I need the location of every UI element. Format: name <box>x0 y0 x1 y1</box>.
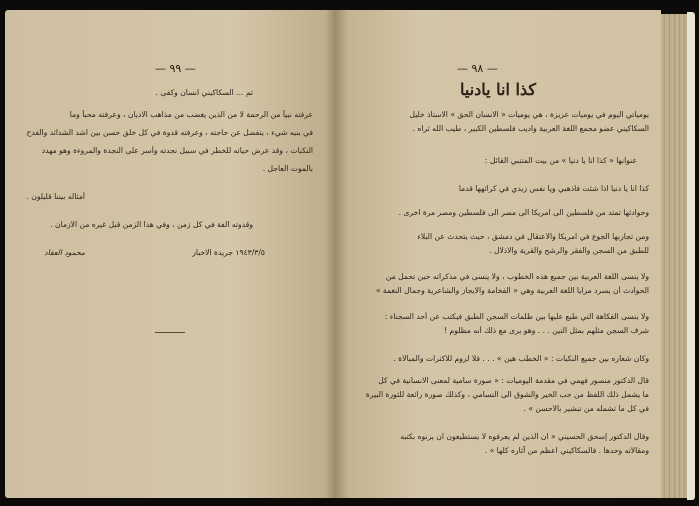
open-book <box>3 4 695 502</box>
right-page <box>335 10 661 498</box>
right-page-number: — ٩٨ — <box>457 62 498 75</box>
left-closing-rule <box>155 332 185 333</box>
left-date-source: ١٩٤٣/٣/٥ جريدة الاخبار <box>192 248 265 257</box>
right-line-17: ومقالاته وحدها . فالسكاكيني اعظم من آثاره كلها » . <box>484 446 649 455</box>
right-line-2: السكاكيني عضو مجمع اللغة العربية واديب فلسطين الكبير ، طيب الله ثراه . <box>412 124 649 133</box>
left-line-3: في بنيه شيء ، يتفضل عن حاجته ، وعرفته قدوة في كل خلق حسن بين اشد الشدائد والفدح <box>26 128 313 137</box>
book-cover-edge <box>687 12 695 500</box>
left-signature: محمود العقاد <box>44 248 85 257</box>
right-line-6: ومن تجاربها الجوع في امريكا والاعتقال في دمشق ، حيث يتحدث عن البلاء <box>417 232 649 241</box>
right-line-13: قال الدكتور منصور فهمي في مقدمة اليوميات : « صورة سامية لمعنى الانسانية في كل <box>378 376 649 385</box>
left-page-number: — ٩٩ — <box>155 62 196 75</box>
left-line-4: النكبات ، وقد عرض حياته للخطر في سبيل نجدته وأسر على النجدة والمروءة وهو مهدد <box>41 146 313 155</box>
left-page <box>5 10 335 498</box>
right-line-14: ما يشمل ذلك اللفظ من حب الخير والشوق الى التسامي ، وكذلك صورة رائعة للثورة البيرة <box>365 390 649 399</box>
right-line-11: شرف السجن مثلهم بمثل التين . . . وهو يرى مع ذلك أنه مظلوم ! <box>444 326 649 335</box>
right-line-7: للطبق من السجن والفقر والرشح والقرية والاذلال . <box>489 246 649 255</box>
right-line-16: وقال الدكتور إسحق الحسيني « ان الذين لم يعرفوه لا يستطيعون ان يزنوه بكتبه <box>400 432 649 441</box>
right-line-5: وحوادثها تمتد من فلسطين الى امريكا الى مصر الى فلسطين ومصر مرة اخرى . <box>398 208 649 217</box>
left-line-1: ثم ... السكاكيني انسان وكفى . <box>155 88 253 97</box>
right-line-3: عنوانها « كذا انا يا دنيا » من بيت المتنبي القائل : <box>484 156 637 165</box>
right-line-15: في كل ما تشمله من تبشير بالاحسن » . <box>523 404 649 413</box>
chapter-title: كذا انا يادنيا <box>460 80 536 99</box>
left-line-6: أمثاله بيننا قليلون . <box>26 192 85 201</box>
left-line-7: وقدوته الفة في كل زمن ، وفي هذا الزمن قبل غيره من الازمان . <box>50 220 253 229</box>
right-verse: كذا انا يا دنيا اذا شئت فاذهبي ويا نفس زيدي في كرائهها قدما <box>458 184 649 193</box>
right-line-12: وكان شعاره بين جميع النكبات : « الخطب هين » . . . فلا لزوم للاكترات والمبالاة . <box>393 354 649 363</box>
right-line-1: يومياتي اليوم في يوميات عزيزة ، هي يوميات « الانسان الحق » الاستاذ خليل <box>409 110 649 119</box>
right-line-10: ولا ينسى الفكاهة التي طبع عليها بين ظلمات السجن الطبق فيكتب عن أحد السجناء : <box>384 312 649 321</box>
right-line-8: ولا ينسى اللغة العربية بين جميع هذه الخطوب ، ولا ينسى في مذكراته حين تحمل من <box>385 272 649 281</box>
left-line-2: عرفته نبياً من الرحمة لا من الذين يغضب من مذاهب الاديان ، وعرفته محباً وما <box>69 110 313 119</box>
right-line-9: الحوادث أن يسرد مزايا اللغة العربية وهي « الفخامة والايجاز والشاعرية وجمال النغمة » <box>375 286 649 295</box>
left-line-5: بالموت العاجل . <box>262 164 313 173</box>
